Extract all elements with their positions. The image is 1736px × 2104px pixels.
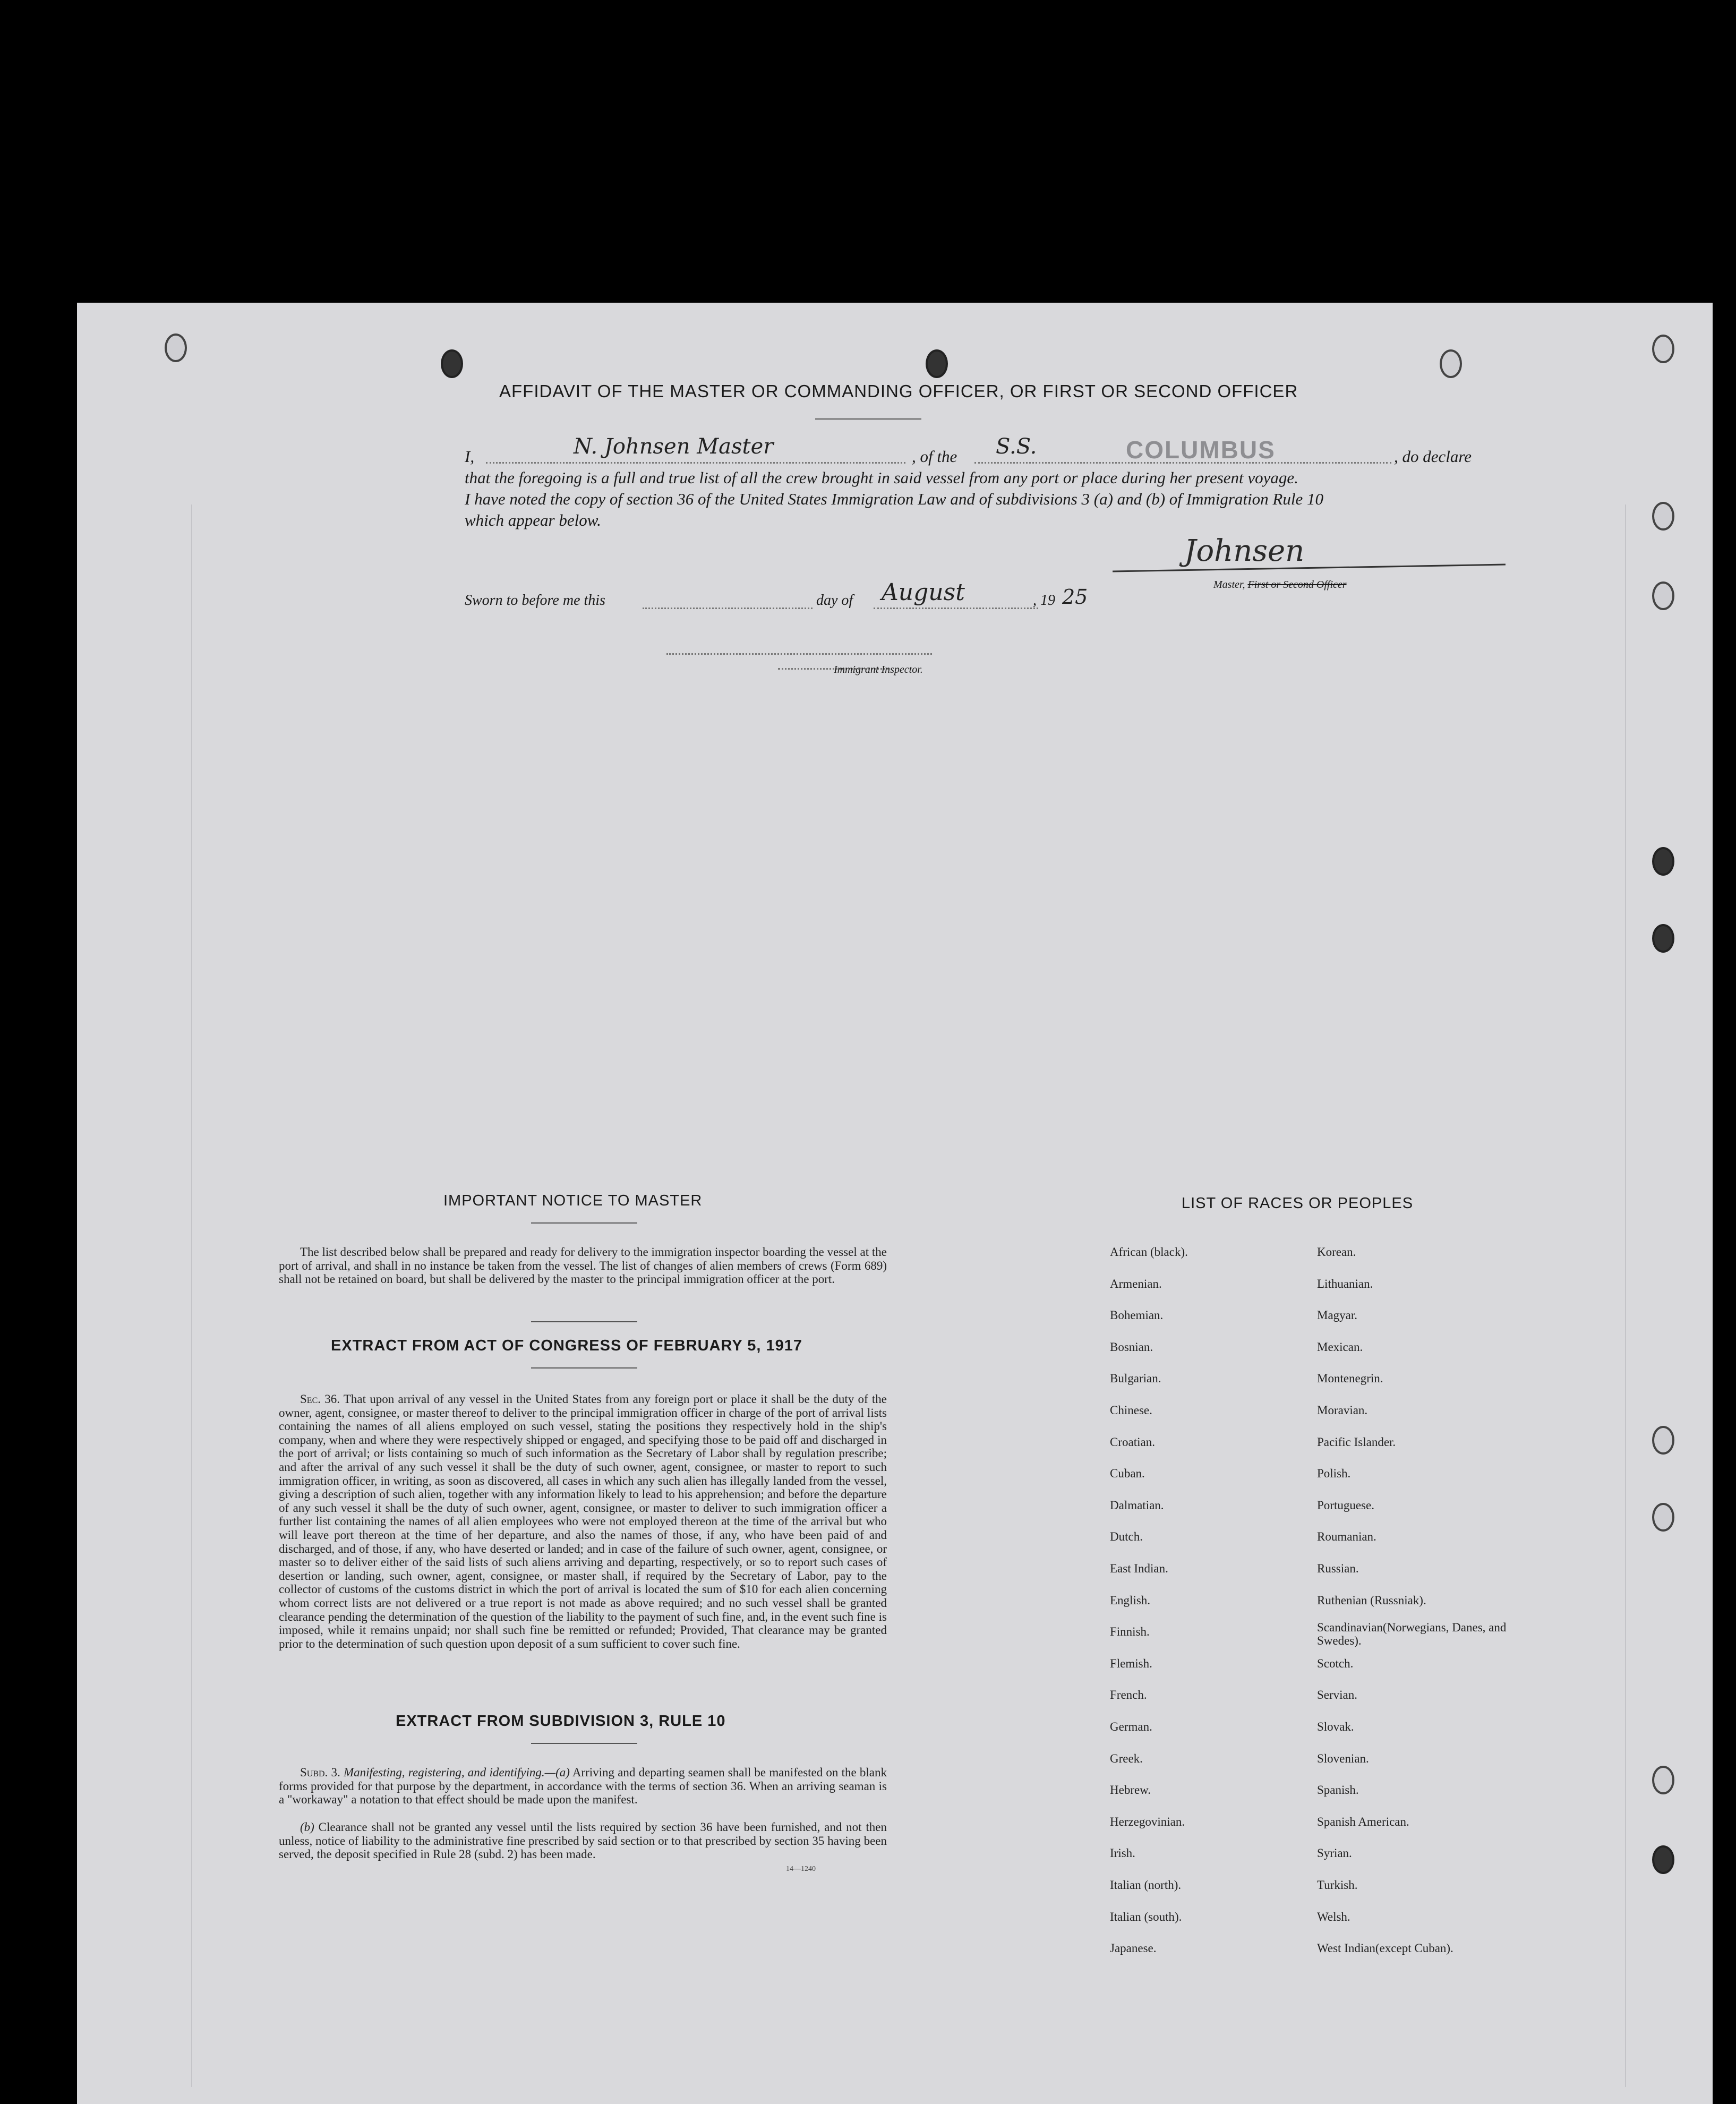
race-item: Scandinavian(Norwegians, Danes, and Swedes). — [1317, 1621, 1507, 1648]
extract-rule-top — [531, 1321, 637, 1322]
year-handwritten: 25 — [1062, 585, 1088, 609]
notice-rule — [531, 1222, 637, 1224]
race-item: African (black). — [1110, 1245, 1188, 1259]
race-item: East Indian. — [1110, 1562, 1168, 1575]
race-item: West Indian(except Cuban). — [1317, 1942, 1453, 1955]
vessel-name-stamp: COLUMBUS — [1126, 436, 1276, 464]
inspector-line — [666, 653, 932, 655]
race-item: German. — [1110, 1720, 1152, 1733]
do-declare-label: , do declare — [1394, 447, 1472, 466]
rule-10-text-a — [279, 1766, 887, 1807]
year-label: , 19 — [1033, 592, 1055, 609]
race-item: Cuban. — [1110, 1467, 1145, 1481]
subdivision-label: Subd. 3. — [300, 1766, 340, 1779]
punch-hole-icon — [1652, 847, 1674, 876]
race-item: Servian. — [1317, 1688, 1358, 1702]
master-label: Master, First or Second Officer — [1213, 579, 1347, 591]
race-item: Russian. — [1317, 1562, 1359, 1575]
race-item: Welsh. — [1317, 1910, 1350, 1923]
race-item: Herzegovinian. — [1110, 1815, 1185, 1828]
affidavit-title: AFFIDAVIT OF THE MASTER OR COMMANDING OFFICER, OR FIRST OR SECOND OFFICER — [499, 381, 1298, 401]
race-item: Italian (north). — [1110, 1878, 1182, 1892]
race-item: Lithuanian. — [1317, 1277, 1373, 1290]
punch-hole-icon — [165, 333, 187, 362]
extract-rule-title: EXTRACT FROM SUBDIVISION 3, RULE 10 — [396, 1713, 726, 1730]
race-item: Armenian. — [1110, 1277, 1162, 1290]
race-item: Spanish. — [1317, 1783, 1359, 1797]
notice-text: The list described below shall be prepared and ready for delivery to the immigration inspector boarding the vessel at the port of arrival, and shall in no instance be taken from the vessel. The list of changes of alien members of crews (Form 689) shall not be retained on board, but shall be delivered by the master to the principal immigration officer at the port. — [279, 1245, 887, 1286]
race-item: Japanese. — [1110, 1942, 1157, 1955]
punch-hole-icon — [441, 349, 463, 378]
race-item: Portuguese. — [1317, 1498, 1374, 1512]
race-item: Syrian. — [1317, 1846, 1352, 1860]
ruling-line — [191, 504, 192, 2087]
races-title: LIST OF RACES OR PEOPLES — [1182, 1195, 1414, 1212]
sworn-label: Sworn to before me this — [465, 592, 605, 609]
section-36-text — [279, 1392, 887, 1650]
section-36-body: That upon arrival of any vessel in the United States from any foreign port or place it shall be the duty of the owner, agent, consignee, or master thereof to deliver to the principal immigration officer in charge of the port of arrival lists containing the names of all aliens employed on such vessel, stating the positions they respectively hold in the ship's company, when and where they were respectively shipped or engaged, and specifying those to be paid off and discharged in the port of arrival; or lists containing so much of such information as the Secretary of Labor shall by regulation prescribe; and after the arrival of any such vessel it shall be the duty of such owner, agent, consignee, or master to report to such immigration officer, in writing, as soon as discovered, all cases in which any such alien has illegally landed from the vessel, giving a description of such alien, together with any information likely to lead to his apprehension; and before the departure of any such vessel it shall be the duty of such owner, agent, consignee, or master to deliver to such immigration officer a further list containing the names of all alien employees who were not employed thereon at the time of the arrival but who will leave port thereon at the time of her departure, and also the names of those, if any, who have been paid of and discharged, and of those, if any, who have deserted or landed; and in case of the failure of such owner, agent, consignee, or master so to deliver either of the said lists of such aliens arriving and departing, respectively, or so to report such cases of desertion or landing, such owner, agent, consignee, or master shall, if required by the Secretary of Labor, pay to the collector of customs of the customs district in which the port of arrival is located the sum of $10 for each alien concerning whom correct lists are not delivered or a true report is not made as above required; and no such vessel shall be granted clearance pending the determination of the question of the liability to the payment of such fine, and, in the event such fine is imposed, while it remains unpaid; nor shall such fine be remitted or refunded; Provided, That clearance may be granted prior to the determination of such question upon deposit of a sum sufficient to cover such fine. — [279, 1392, 887, 1650]
rule-10-text-b — [279, 1820, 887, 1861]
affidavit-line-2: that the foregoing is a full and true list of all the crew brought in said vessel from any port or place during her present voyage. — [465, 468, 1298, 487]
race-item: Dalmatian. — [1110, 1498, 1164, 1512]
punch-hole-icon — [1652, 924, 1674, 953]
master-signature: Johnsen — [1184, 534, 1305, 568]
race-item: Mexican. — [1317, 1340, 1363, 1354]
race-item: Chinese. — [1110, 1404, 1152, 1417]
race-item: Bohemian. — [1110, 1308, 1164, 1322]
month-line — [874, 608, 1038, 609]
race-item: Bosnian. — [1110, 1340, 1153, 1354]
signature-stroke — [1113, 564, 1506, 572]
race-item: Polish. — [1317, 1467, 1351, 1481]
affidavit-i: I, — [465, 447, 475, 466]
punch-hole-icon — [1652, 1845, 1674, 1874]
punch-hole-icon — [1652, 581, 1674, 610]
rule-10-body-b: Clearance shall not be granted any vessel until the lists required by section 36 have been furnished, and not then unless, notice of liability to the administrative fine prescribed by said section or to that prescribed by section 35 having been served, the deposit specified in Rule 28 (subd. 2) has been made. — [279, 1820, 887, 1861]
rule-10-body-a: Arriving and departing seamen shall be manifested on the blank forms provided for that purpose by the department, in accordance with the terms of section 36. When an arriving seaman is a "workaway" a notation to that effect should be made upon the manifest. — [279, 1766, 887, 1807]
master-name-handwritten: N. Johnsen Master — [574, 434, 774, 459]
race-item: Slovenian. — [1317, 1751, 1369, 1765]
race-item: French. — [1110, 1688, 1147, 1702]
race-item: Korean. — [1317, 1245, 1356, 1259]
affidavit-line-3: I have noted the copy of section 36 of the United States Immigration Law and of subdivisions 3 (a) and (b) of Immigration Rule 10 — [465, 490, 1323, 508]
punch-hole-icon — [1652, 1766, 1674, 1794]
rule-10-heading: Manifesting, registering, and identifying.—(a) — [343, 1766, 570, 1779]
race-item: Slovak. — [1317, 1720, 1354, 1733]
extract-rule-rule — [531, 1743, 637, 1744]
race-item: Bulgarian. — [1110, 1372, 1161, 1385]
notice-title: IMPORTANT NOTICE TO MASTER — [443, 1192, 703, 1209]
race-item: Dutch. — [1110, 1530, 1143, 1544]
race-item: Turkish. — [1317, 1878, 1358, 1892]
month-handwritten: August — [882, 579, 965, 606]
extract-act-rule — [531, 1367, 637, 1369]
race-item: Italian (south). — [1110, 1910, 1182, 1923]
affidavit-line-4: which appear below. — [465, 511, 601, 529]
rule-10-b-label: (b) — [300, 1820, 314, 1834]
inspector-label: Immigrant Inspector. — [834, 664, 923, 675]
sworn-day-line — [643, 608, 813, 609]
name-line — [486, 462, 905, 464]
race-item: Spanish American. — [1317, 1815, 1409, 1828]
punch-hole-icon — [1652, 1426, 1674, 1455]
race-item: Finnish. — [1110, 1625, 1150, 1639]
punch-hole-icon — [1652, 335, 1674, 363]
race-item: Scotch. — [1317, 1656, 1354, 1670]
race-item: Montenegrin. — [1317, 1372, 1383, 1385]
race-item: English. — [1110, 1593, 1151, 1607]
punch-hole-icon — [1652, 502, 1674, 531]
punch-hole-icon — [926, 349, 948, 378]
race-item: Croatian. — [1110, 1435, 1155, 1449]
title-rule — [815, 418, 921, 420]
race-item: Irish. — [1110, 1846, 1135, 1860]
race-item: Moravian. — [1317, 1404, 1368, 1417]
race-item: Flemish. — [1110, 1656, 1152, 1670]
race-item: Hebrew. — [1110, 1783, 1151, 1797]
day-of-label: day of — [816, 592, 853, 609]
race-item: Greek. — [1110, 1751, 1143, 1765]
vessel-prefix-handwritten: S.S. — [996, 434, 1037, 459]
manifest-page — [77, 303, 1713, 2104]
race-item: Pacific Islander. — [1317, 1435, 1396, 1449]
race-item: Magyar. — [1317, 1308, 1358, 1322]
extract-act-title: EXTRACT FROM ACT OF CONGRESS OF FEBRUARY 5, 1917 — [331, 1337, 803, 1354]
punch-hole-icon — [1440, 349, 1462, 378]
section-36-label: Sec. 36. — [300, 1392, 340, 1406]
ruling-line — [1625, 504, 1626, 2087]
race-item: Ruthenian (Russniak). — [1317, 1593, 1426, 1607]
form-number: 14—1240 — [786, 1865, 816, 1873]
punch-hole-icon — [1652, 1503, 1674, 1532]
of-the-label: , of the — [912, 447, 957, 466]
race-item: Roumanian. — [1317, 1530, 1376, 1544]
